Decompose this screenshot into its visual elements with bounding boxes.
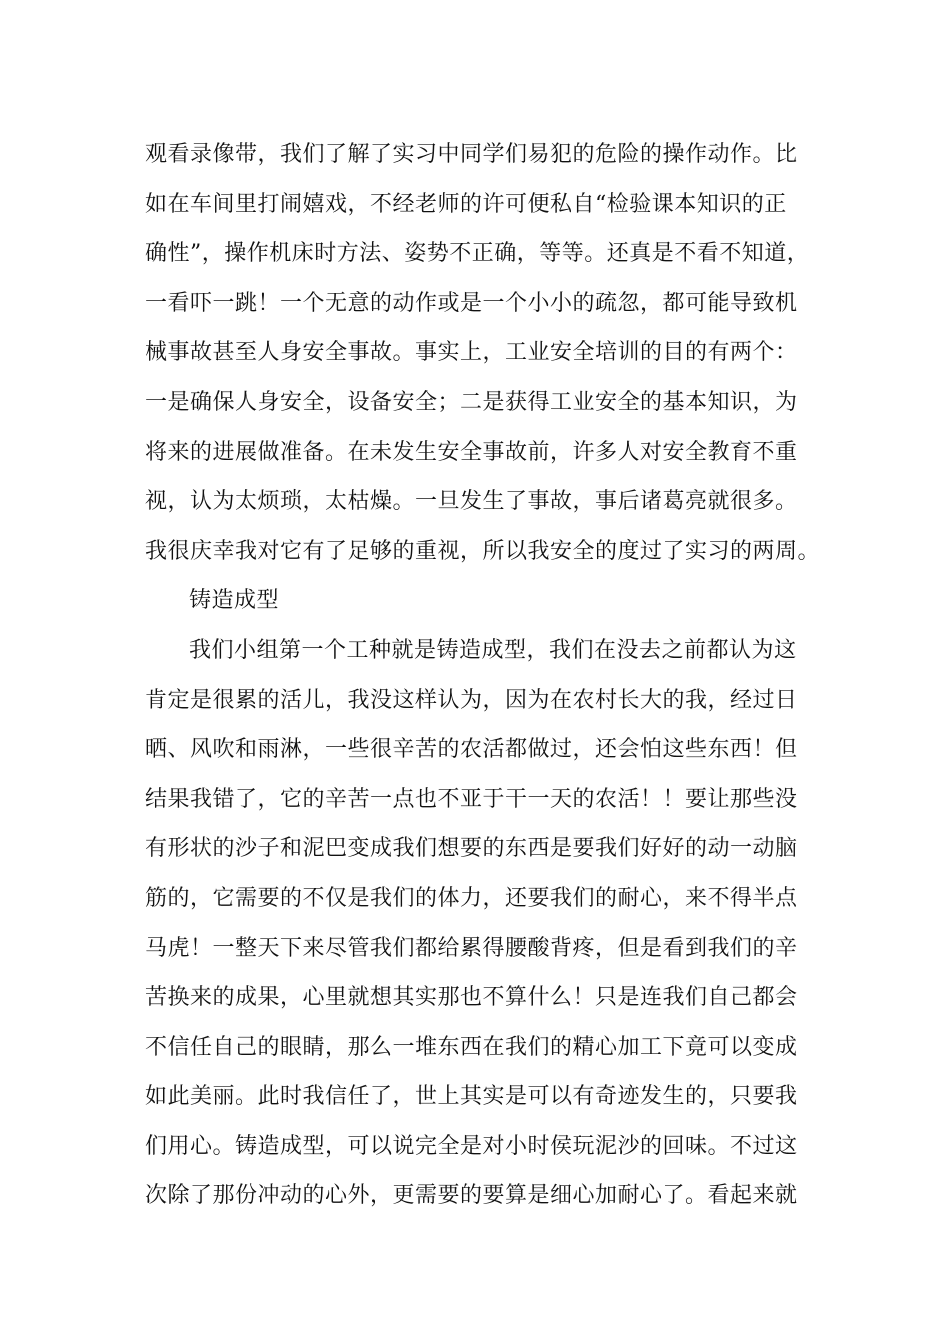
paragraph-line: 视，认为太烦琐，太枯燥。一旦发生了事故，事后诸葛亮就很多。 (145, 489, 798, 515)
paragraph-line: 苦换来的成果，心里就想其实那也不算什么！只是连我们自己都会 (145, 985, 798, 1011)
paragraph-line: 械事故甚至人身安全事故。事实上，工业安全培训的目的有两个： (145, 340, 798, 366)
paragraph-line: 一是确保人身安全，设备安全；二是获得工业安全的基本知识，为 (145, 389, 798, 415)
paragraph-line: 们用心。铸造成型，可以说完全是对小时侯玩泥沙的回味。不过这 (145, 1133, 798, 1159)
paragraph-line: 肯定是很累的活儿，我没这样认为，因为在农村长大的我，经过日 (145, 687, 798, 713)
paragraph-line: 结果我错了，它的辛苦一点也不亚于干一天的农活！！要让那些没 (145, 786, 798, 812)
document-body (145, 130, 825, 1221)
paragraph-line: 我很庆幸我对它有了足够的重视，所以我安全的度过了实习的两周。 (145, 538, 821, 564)
paragraph-line: 不信任自己的眼睛，那么一堆东西在我们的精心加工下竟可以变成 (145, 1034, 798, 1060)
paragraph-line: 一看吓一跳！一个无意的动作或是一个小小的疏忽，都可能导致机 (145, 290, 798, 316)
paragraph-line: 如在车间里打闹嬉戏，不经老师的许可便私自“检验课本知识的正 (145, 191, 787, 217)
paragraph-line: 如此美丽。此时我信任了，世上其实是可以有奇迹发生的，只要我 (145, 1084, 798, 1110)
paragraph-line: 将来的进展做准备。在未发生安全事故前，许多人对安全教育不重 (145, 439, 798, 465)
paragraph-line: 观看录像带，我们了解了实习中同学们易犯的危险的操作动作。比 (145, 142, 798, 167)
paragraph-line: 晒、风吹和雨淋，一些很辛苦的农活都做过，还会怕这些东西！但 (145, 737, 798, 763)
paragraph-line: 次除了那份冲动的心外，更需要的要算是细心加耐心了。看起来就 (145, 1183, 798, 1209)
paragraph-line: 确性”，操作机床时方法、姿势不正确，等等。还真是不看不知道， (145, 241, 810, 267)
paragraph-line: 有形状的沙子和泥巴变成我们想要的东西是要我们好好的动一动脑 (145, 836, 798, 862)
section-heading: 铸造成型 (189, 588, 280, 614)
paragraph-line: 马虎！一整天下来尽管我们都给累得腰酸背疼，但是看到我们的辛 (145, 935, 798, 961)
paragraph-line: 筋的，它需要的不仅是我们的体力，还要我们的耐心，来不得半点 (145, 885, 798, 911)
paragraph-line: 我们小组第一个工种就是铸造成型，我们在没去之前都认为这 (189, 637, 797, 663)
